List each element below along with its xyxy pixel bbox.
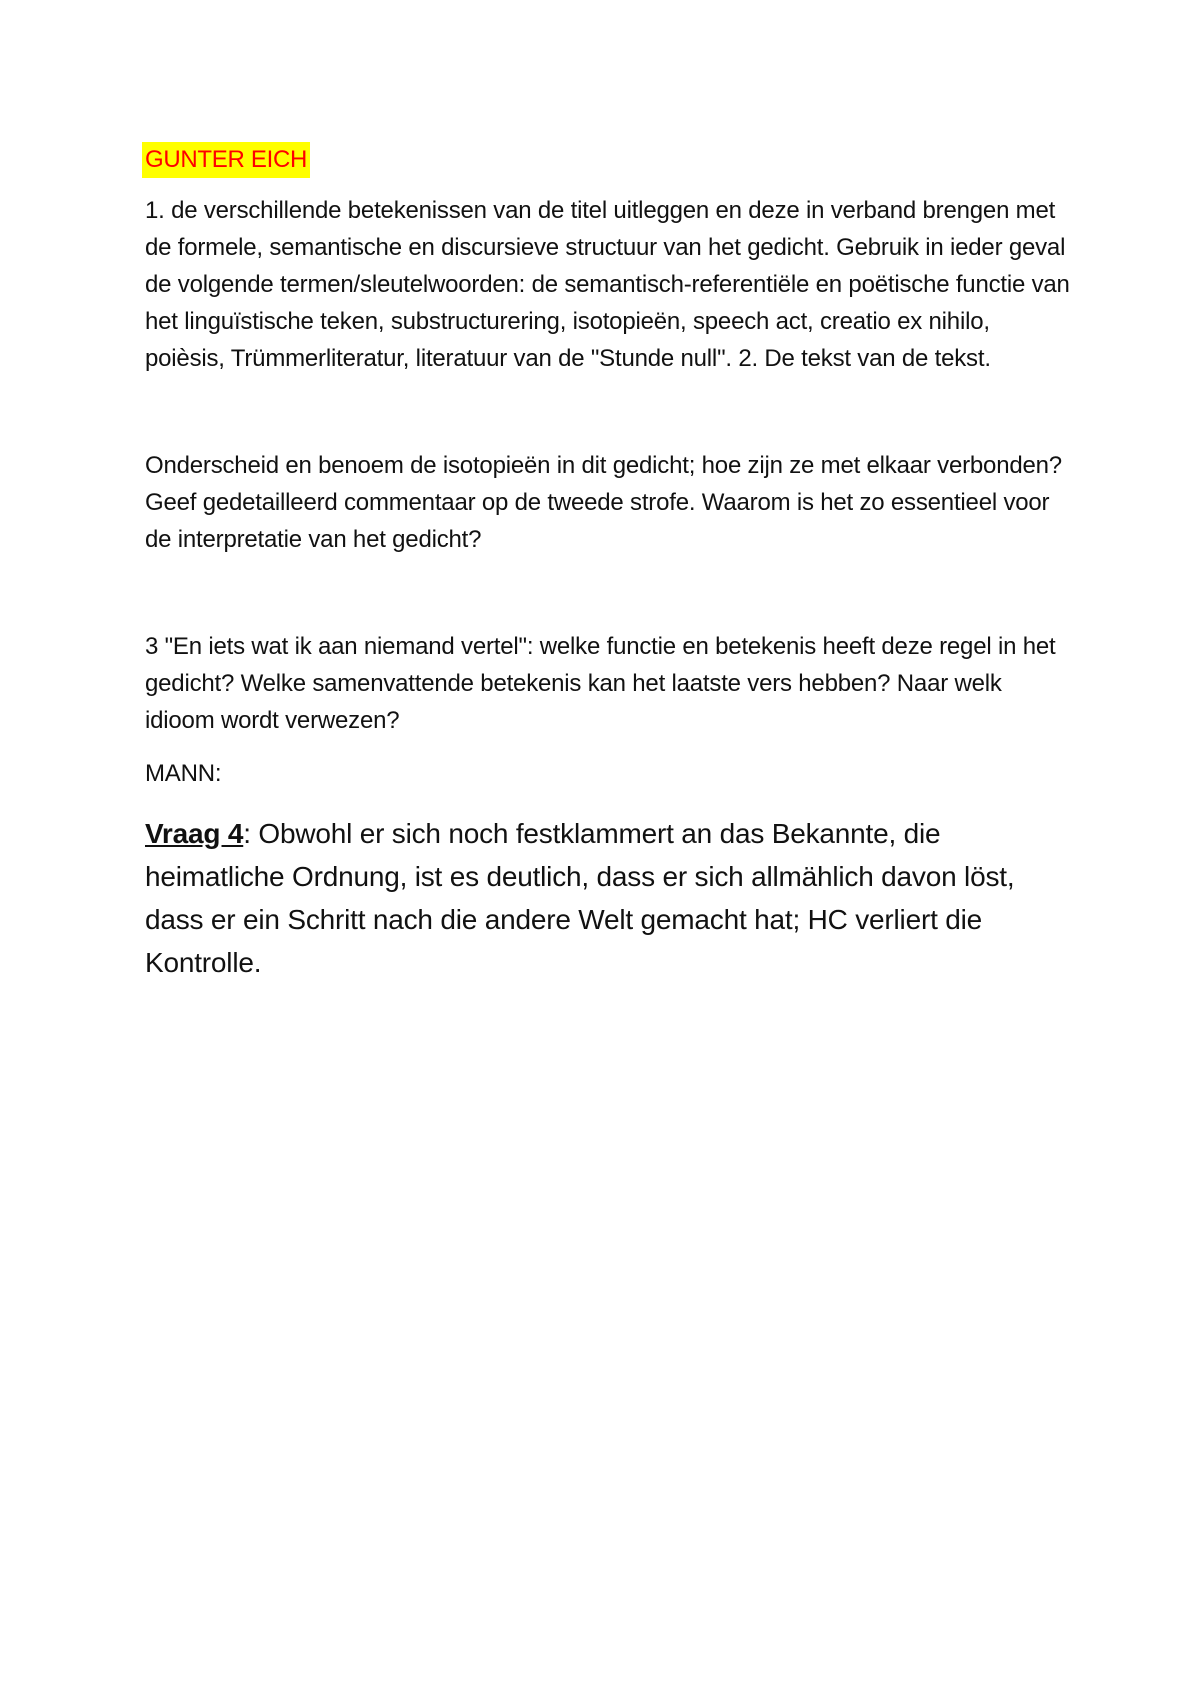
answer-4-label: Vraag 4: [145, 818, 244, 849]
question-3: 3 "En iets wat ik aan niemand vertel": welke functie en betekenis heeft deze regel in het gedicht? Welke samenvattende betekenis kan het laatste vers hebben? Naar welk idioom wordt verwezen?: [145, 633, 1056, 734]
answer-4-text: : Obwohl er sich noch festklammert an das Bekannte, die heimatliche Ordnung, ist es deutlich, dass er sich allmählich davon löst, dass er ein Schritt nach die andere Welt gemacht hat; HC verliert die Kontrolle.: [145, 818, 1015, 978]
answer-4: [145, 812, 1075, 984]
question-2: Onderscheid en benoem de isotopieën in dit gedicht; hoe zijn ze met elkaar verbonden? Geef gedetailleerd commentaar op de tweede strofe. Waarom is het zo essentieel voor de interpretatie van het gedicht?: [145, 452, 1062, 553]
document-title: GUNTER EICH: [142, 142, 310, 178]
document-page: [145, 142, 1075, 1012]
section-heading-mann: MANN:: [145, 760, 222, 787]
question-1: 1. de verschillende betekenissen van de titel uitleggen en deze in verband brengen met de formele, semantische en discursieve structuur van het gedicht. Gebruik in ieder geval de volgende termen/sleutelwoorden: de semantisch-referentiële en poëtische functie van het linguïstische teken, substructurering, isotopieën, speech act, creatio ex nihilo, poièsis, Trümmerliteratur, literatuur van de "Stunde null". 2. De tekst van de tekst.: [145, 197, 1070, 372]
